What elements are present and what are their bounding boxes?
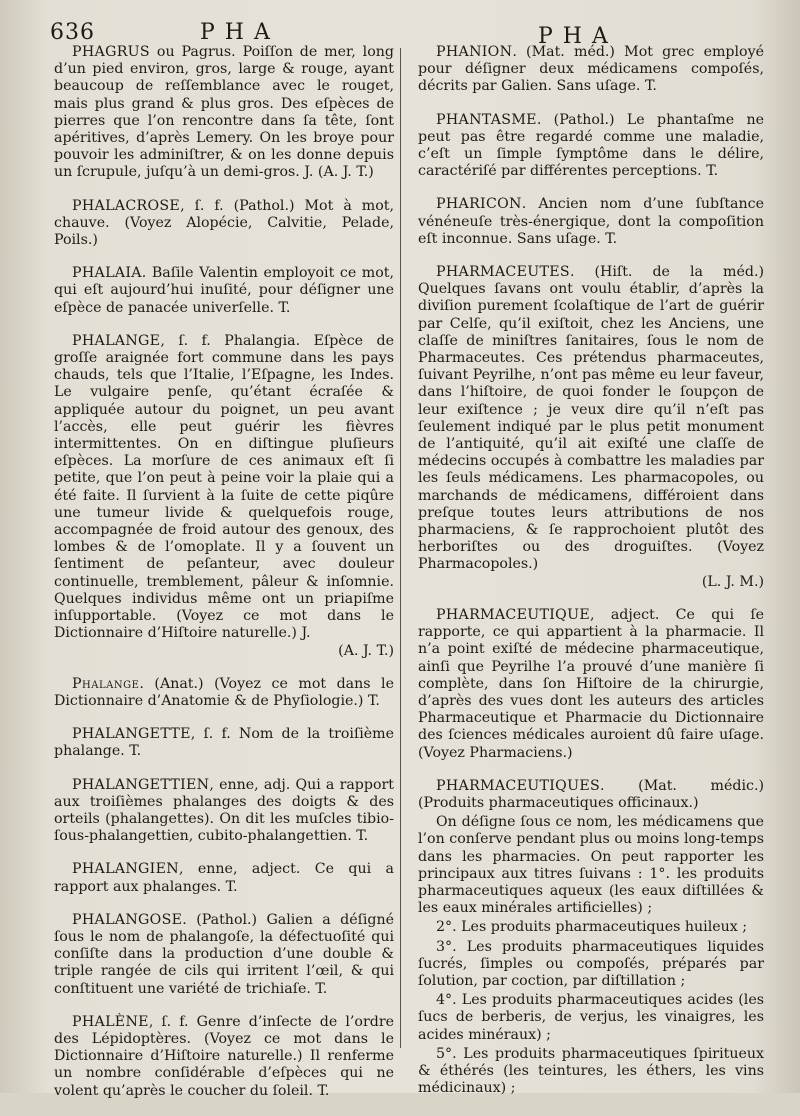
entry-paragraph: 3°. Les produits pharmaceutiques liquides ſucrés, ſimples ou compoſés, préparés par ſolution, par coction, par diſtillation ; [418, 938, 764, 989]
entry-pharicon: PHARICON. Ancien nom d’une ſubſtance vénéneuſe très-énergique, dont la compoſition eſt inconnue. Sans uſage. T. [418, 196, 764, 247]
entry-phantasme: PHANTASME. (Pathol.) Le phantaſme ne peut pas être regardé comme une maladie, c’eſt un ſimple ſymptôme dans le délire, caractériſé par différentes perceptions. T. [418, 111, 764, 180]
entry-paragraph: 4°. Les produits pharmaceutiques acides (les ſucs de berberis, de verjus, les vinaigres, les acides minéraux) ; [418, 992, 764, 1043]
entry-pharmaceutique: PHARMACEUTIQUE, adject. Ce qui ſe rapporte, ce qui appartient à la pharmacie. Il n’a point exiſté de médecine pharmaceutique, ainſi que Peyrilhe l’a prouvé d’une manière ſi complète, dans ſon Hiſtoire de la chirurgie, d’après des vues dont les auteurs des articles Pharmaceutique et Pharmacie du Dictionnaire des ſciences médicales auroient dû faire uſage. (Voyez Pharmaciens.) [418, 606, 764, 761]
entry-phalangettien: PHALANGETTIEN, enne, adj. Qui a rapport aux troiſièmes phalanges des doigts & des orteils (phalangettes). On dit les muſcles tibio-ſous-phalangettien, cubito-phalangettien. T. [54, 776, 394, 845]
entry-signature: (L. J. M.) [701, 573, 764, 590]
entry-pharmaceutiques [418, 778, 764, 1098]
entry-phalange: PHALANGE, ſ. f. Phalangia. Eſpèce de groſſe araignée fort commune dans les pays chauds, tels que l’Italie, l’Eſpagne, les Indes. Le vulgaire penſe, qu’étant écraſée & appliquée autour du poignet, un peu avant l’accès, elle peut guérir les fièvres intermittentes. On en diſtingue pluſieurs eſpèces. La morſure de ces animaux eſt ſi petite, que l’on peut à peine voir la plaie qui a été faite. Il ſurvient à la ſuite de cette piqûre une tumeur livide & quelquefois rouge, accompagnée de froid autour des genoux, des lombes & de l’omoplate. Il y a ſouvent un ſentiment de peſanteur, avec douleur continuelle, tremblement, pâleur & inſomnie. Quelques individus même ont un priapiſme inſupportable. (Voyez ce mot dans le Dictionnaire d’Hiſtoire naturelle.) J. (A. J. T.) [54, 332, 394, 659]
entry-pharmaceutes: PHARMACEUTES. (Hiſt. de la méd.) Quelques ſavans ont voulu établir, d’après la diviſion purement ſcolaſtique de l’art de guérir par Celſe, qu’il exiſtoit, chez les Anciens, une claſſe de miniſtres ſanitaires, ſous le nom de Pharmaceutes. Ces prétendus pharmaceutes, ſuivant Peyrilhe, n’ont pas même eu leur faveur, dans l’hiſtoire, de quoi fonder le ſoupçon de leur exiſtence ; je veux dire qu’il n’eſt pas ſeulement indiqué par le plus petit monument de l’antiquité, qu’il ait exiſté une claſſe de médecins occupés à combattre les maladies par les ſeuls médicamens. Les pharmacopoles, ou marchands de médicamens, différoient dans preſque toutes leurs attributions de nos pharmaciens, & ſe rapprochoient plutôt des herboriſtes ou des droguiſtes. (Voyez Pharmacopoles.) (L. J. M.) [418, 264, 764, 590]
entry-phalangose: PHALANGOSE. (Pathol.) Galien a déſigné ſous le nom de phalangoſe, la défectuoſité qui conſiſte dans la production d’une double & triple rangée de cils qui irritent l’œil, & qui conſtituent une variété de trichiaſe. T. [54, 911, 394, 997]
left-column [54, 44, 394, 1116]
entry-phalene: PHALÈNE, ſ. f. Genre d’inſecte de l’ordre des Lépidoptères. (Voyez ce mot dans le Dictionnaire d’Hiſtoire naturelle.) Il renferme un nombre conſidérable d’eſpèces qui ne volent qu’après le coucher du ſoleil. T. [54, 1013, 394, 1099]
column-divider [400, 48, 401, 1048]
entry-phalange-anat: Phalange. (Anat.) (Voyez ce mot dans le Dictionnaire d’Anatomie & de Phyſiologie.) T. [54, 675, 394, 709]
right-column [418, 44, 764, 1099]
page-number: 636 [50, 20, 95, 45]
entry-paragraph: 5°. Les produits pharmaceutiques ſpiritueux & éthérés (les teintures, les éthers, les vins médicinaux) ; [418, 1045, 764, 1097]
entry-phagrus: PHAGRUS ou Pagrus. Poiſſon de mer, long d’un pied environ, gros, large & rouge, ayant beaucoup de reſſemblance avec le rouget, mais plus grand & plus gros. Des eſpèces de pierres que l’on rencontre dans ſa tête, ſont apéritives, d’après Lemery. On les broye pour pouvoir les adminiſtrer, & on les donne depuis un ſcrupule, juſqu’à un demi-gros. J. (A. J. T.) [54, 44, 394, 181]
entry-signature: (A. J. T.) [338, 642, 394, 659]
entry-paragraph: 2°. Les produits pharmaceutiques huileux ; [436, 919, 748, 936]
entry-pharmaceutiques-head: PHARMACEUTIQUES. (Mat. médic.) (Produits pharmaceutiques officinaux.) [418, 777, 764, 811]
entry-phalangien: PHALANGIEN, enne, adject. Ce qui a rapport aux phalanges. T. [54, 861, 394, 895]
entry-phalacrose: PHALACROSE, ſ. f. (Pathol.) Mot à mot, chauve. (Voyez Alopécie, Calvitie, Pelade, Poils.) [54, 197, 394, 249]
left-running-head: PHA [200, 20, 280, 45]
entry-paragraph: On déſigne ſous ce nom, les médicamens que l’on conſerve pendant plus ou moins long-temps dans les pharmacies. On peut rapporter les principaux aux titres ſuivans : 1°. les produits pharmaceutiques aqueux (les eaux diſtillées & les eaux minérales artificielles) ; [418, 814, 764, 917]
entry-phanion: PHANION. (Mat. méd.) Mot grec employé pour déſigner deux médicamens compoſés, décrits par Galien. Sans uſage. T. [418, 44, 764, 95]
entry-phalaia: PHALAIA. Baſile Valentin employoit ce mot, qui eſt aujourd’hui inuſité, pour déſigner une eſpèce de panacée univerſelle. T. [54, 265, 394, 316]
right-running-head: PHA [538, 24, 618, 49]
entry-phalangette: PHALANGETTE, ſ. f. Nom de la troiſième phalange. T. [54, 726, 394, 760]
